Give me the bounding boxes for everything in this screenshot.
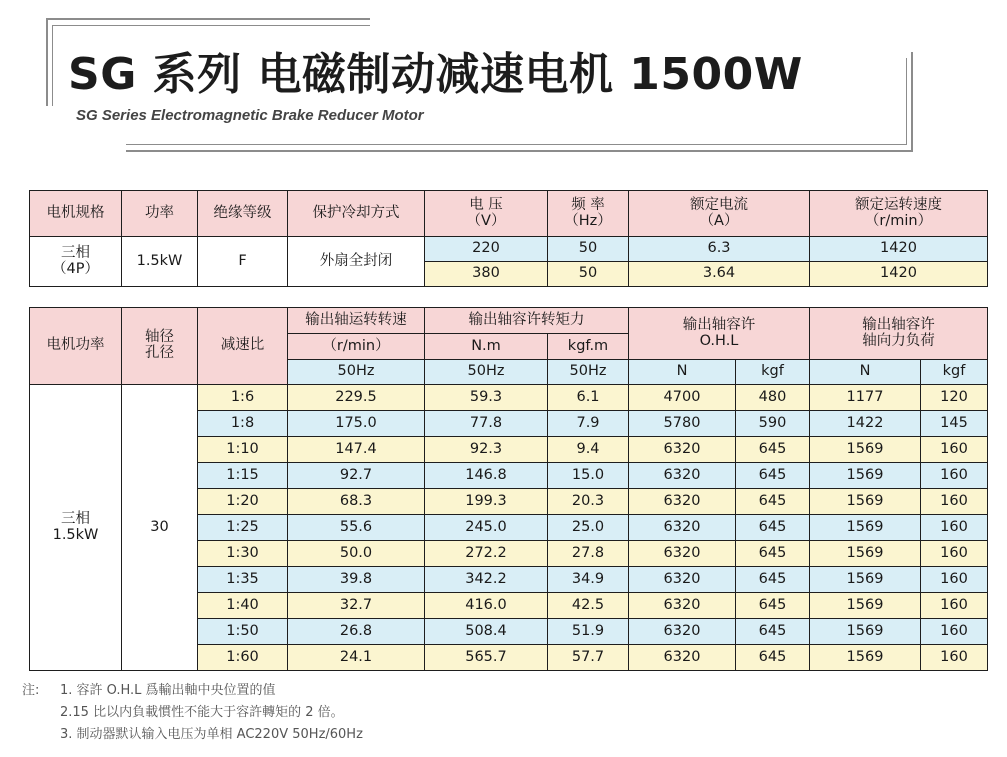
rated-current-header-label: 额定电流 [690,196,748,213]
frequency-header [548,191,629,237]
reduction-ratio-cell: 1:15 [198,463,288,489]
axial-kgf-cell: 160 [921,619,988,645]
torque-kgfm-cell: 15.0 [548,463,629,489]
ohl-kgf-cell: 645 [736,593,810,619]
torque-nm-cell: 199.3 [425,489,548,515]
axial-n-cell: 1569 [810,437,921,463]
ohl-kgf-unit-header: kgf [736,360,810,385]
torque-kgfm-cell: 42.5 [548,593,629,619]
voltage-header-label: 电 压 [469,196,503,213]
note-text: 2.15 比以内負載慣性不能大于容許轉矩的 2 倍。 [60,705,344,720]
torque-kgfm-cell: 9.4 [548,437,629,463]
shaft-diameter-header [122,308,198,385]
ohl-kgf-cell: 645 [736,645,810,671]
torque-kgfm-cell: 27.8 [548,541,629,567]
output-speed-cell: 147.4 [288,437,425,463]
shaft-diameter-cell: 30 [122,385,198,671]
axial-kgf-cell: 160 [921,489,988,515]
output-speed-unit: （r/min） [288,334,425,360]
torque-nm-cell: 77.8 [425,411,548,437]
ohl-n-cell: 6320 [629,541,736,567]
header-frame-left-line [46,18,48,106]
reduction-ratio-cell: 1:30 [198,541,288,567]
axial-n-cell: 1569 [810,515,921,541]
reduction-ratio-cell: 1:60 [198,645,288,671]
torque-nm-cell: 342.2 [425,567,548,593]
ohl-n-cell: 6320 [629,619,736,645]
reduction-ratio-cell: 1:8 [198,411,288,437]
torque-kgfm-cell: 34.9 [548,567,629,593]
torque-nm-cell: 146.8 [425,463,548,489]
axial-kgf-cell: 160 [921,645,988,671]
ohl-kgf-cell: 645 [736,437,810,463]
rated-speed-header-unit: （r/min） [864,212,933,229]
axial-kgf-cell: 120 [921,385,988,411]
ohl-header-line2: O.H.L [699,332,739,349]
torque-nm-cell: 508.4 [425,619,548,645]
ohl-kgf-cell: 645 [736,489,810,515]
motor-spec-line2: （4P） [52,260,99,277]
reduction-ratio-cell: 1:6 [198,385,288,411]
header-frame-right-line-inner [906,58,907,145]
voltage-cell: 220 [425,237,548,262]
axial-kgf-cell: 160 [921,463,988,489]
output-speed-cell: 24.1 [288,645,425,671]
power-header: 功率 [122,191,198,237]
output-speed-cell: 229.5 [288,385,425,411]
output-speed-cell: 175.0 [288,411,425,437]
insulation-cell: F [198,237,288,287]
ohl-n-cell: 6320 [629,489,736,515]
output-speed-cell: 68.3 [288,489,425,515]
voltage-header [425,191,548,237]
reduction-ratio-cell: 1:40 [198,593,288,619]
torque-nm-cell: 416.0 [425,593,548,619]
reduction-ratio-header: 减速比 [198,308,288,385]
output-speed-cell: 32.7 [288,593,425,619]
output-speed-cell: 26.8 [288,619,425,645]
header-frame-top-line [46,18,370,20]
note-text: 1. 容許 O.H.L 爲輸出軸中央位置的值 [60,683,276,698]
torque-nm-cell: 565.7 [425,645,548,671]
output-speed-cell: 39.8 [288,567,425,593]
rated-speed-cell: 1420 [810,237,988,262]
torque-nm-cell: 59.3 [425,385,548,411]
page-title: SG 系列 电磁制动减速电机 1500W [68,49,803,100]
axial-n-cell: 1569 [810,593,921,619]
frequency-header-label: 频 率 [571,196,605,213]
header-frame-top-line-inner [52,25,370,26]
torque-nm-frequency-header: 50Hz [425,360,548,385]
table-row [30,385,988,411]
ohl-kgf-cell: 645 [736,567,810,593]
voltage-header-unit: （V） [466,212,506,229]
cooling-cell: 外扇全封闭 [288,237,425,287]
ohl-n-cell: 6320 [629,593,736,619]
axial-kgf-unit-header: kgf [921,360,988,385]
rated-speed-cell: 1420 [810,262,988,287]
frequency-cell: 50 [548,237,629,262]
ohl-kgf-cell: 645 [736,515,810,541]
ohl-n-cell: 6320 [629,463,736,489]
axial-kgf-cell: 160 [921,437,988,463]
axial-n-cell: 1569 [810,619,921,645]
voltage-cell: 380 [425,262,548,287]
notes-label: 注: [22,683,40,698]
insulation-header: 绝缘等级 [198,191,288,237]
rated-current-cell: 6.3 [629,237,810,262]
ohl-header-line1: 输出轴容许 [682,316,756,333]
axial-n-cell: 1569 [810,463,921,489]
allowable-torque-header: 输出轴容许转矩力 [425,308,629,334]
header-frame-bottom-line-inner [126,144,907,145]
note-item [22,702,363,724]
motor-power-line2: 1.5kW [52,526,99,543]
motor-spec-cell [30,237,122,287]
axial-load-header-line1: 输出轴容许 [862,316,935,333]
ohl-n-cell: 6320 [629,567,736,593]
reduction-ratio-cell: 1:10 [198,437,288,463]
axial-n-cell: 1569 [810,489,921,515]
reduction-ratio-cell: 1:25 [198,515,288,541]
ohl-n-cell: 6320 [629,645,736,671]
axial-kgf-cell: 160 [921,515,988,541]
torque-kgfm-cell: 6.1 [548,385,629,411]
torque-kgfm-cell: 51.9 [548,619,629,645]
notes-section [22,680,363,746]
note-text: 3. 制动器默认输入电压为单相 AC220V 50Hz/60Hz [60,727,363,742]
axial-n-cell: 1422 [810,411,921,437]
frequency-header-unit: （Hz） [564,212,612,229]
ohl-n-cell: 5780 [629,411,736,437]
motor-spec-table [29,190,988,287]
header-frame-right-line [911,52,913,152]
axial-n-cell: 1569 [810,645,921,671]
axial-load-header [810,308,988,360]
torque-kgfm-frequency-header: 50Hz [548,360,629,385]
rated-current-header-unit: （A） [699,212,739,229]
ohl-header [629,308,810,360]
axial-n-cell: 1177 [810,385,921,411]
torque-kgfm-cell: 20.3 [548,489,629,515]
rated-current-cell: 3.64 [629,262,810,287]
motor-power-line1: 三相 [61,510,90,527]
axial-kgf-cell: 160 [921,593,988,619]
axial-load-header-line2: 轴向力负荷 [862,332,935,349]
motor-spec-line1: 三相 [61,244,90,261]
reduction-ratio-cell: 1:35 [198,567,288,593]
ohl-kgf-cell: 480 [736,385,810,411]
shaft-diameter-header-line2: 孔径 [145,345,174,361]
ohl-n-cell: 6320 [629,437,736,463]
header-frame-bottom-line [126,150,913,152]
axial-kgf-cell: 145 [921,411,988,437]
torque-nm-cell: 272.2 [425,541,548,567]
note-item [22,680,363,702]
reduction-ratio-cell: 1:20 [198,489,288,515]
shaft-diameter-header-line1: 轴径 [145,329,174,346]
ohl-kgf-cell: 590 [736,411,810,437]
speed-frequency-header: 50Hz [288,360,425,385]
torque-nm-cell: 92.3 [425,437,548,463]
gear-spec-table [29,307,988,671]
gear-table-body [30,385,988,671]
header-frame-left-line-inner [52,25,53,106]
frequency-cell: 50 [548,262,629,287]
cooling-header: 保护冷却方式 [288,191,425,237]
axial-n-cell: 1569 [810,541,921,567]
motor-power-cell [30,385,122,671]
motor-power-header: 电机功率 [30,308,122,385]
ohl-n-cell: 6320 [629,515,736,541]
ohl-kgf-cell: 645 [736,463,810,489]
reduction-ratio-cell: 1:50 [198,619,288,645]
axial-kgf-cell: 160 [921,567,988,593]
axial-n-unit-header: N [810,360,921,385]
torque-kgfm-cell: 7.9 [548,411,629,437]
motor-spec-header: 电机规格 [30,191,122,237]
torque-kgfm-cell: 57.7 [548,645,629,671]
output-speed-header: 输出轴运转转速 [288,308,425,334]
axial-n-cell: 1569 [810,567,921,593]
ohl-kgf-cell: 645 [736,541,810,567]
axial-kgf-cell: 160 [921,541,988,567]
ohl-kgf-cell: 645 [736,619,810,645]
torque-kgfm-cell: 25.0 [548,515,629,541]
output-speed-cell: 55.6 [288,515,425,541]
page-subtitle: SG Series Electromagnetic Brake Reducer Motor [76,107,424,124]
torque-kgfm-header: kgf.m [548,334,629,360]
note-item [22,724,363,746]
ohl-n-unit-header: N [629,360,736,385]
torque-nm-cell: 245.0 [425,515,548,541]
rated-speed-header-label: 额定运转速度 [855,196,942,213]
ohl-n-cell: 4700 [629,385,736,411]
power-cell: 1.5kW [122,237,198,287]
rated-speed-header [810,191,988,237]
output-speed-cell: 50.0 [288,541,425,567]
torque-nm-header: N.m [425,334,548,360]
rated-current-header [629,191,810,237]
output-speed-cell: 92.7 [288,463,425,489]
